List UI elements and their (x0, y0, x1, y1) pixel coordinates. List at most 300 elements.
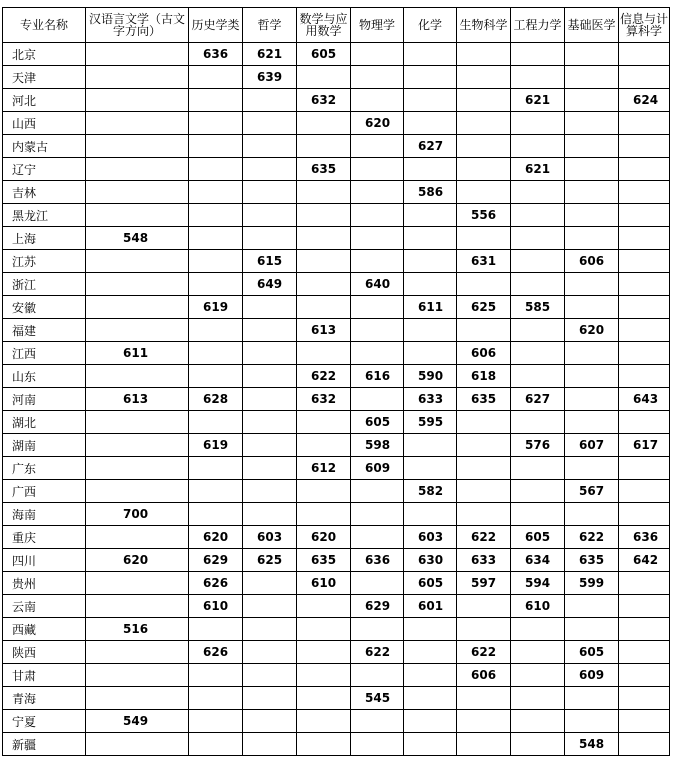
score-cell: 613 (297, 319, 351, 342)
score-cell (404, 457, 457, 480)
province-cell: 海南 (3, 503, 86, 526)
score-cell (619, 503, 670, 526)
table-row (3, 296, 670, 319)
table-row (3, 641, 670, 664)
table-row (3, 595, 670, 618)
score-cell (86, 319, 189, 342)
score-cell (351, 342, 404, 365)
score-cell (86, 434, 189, 457)
score-cell (243, 158, 297, 181)
score-cell (404, 664, 457, 687)
score-cell (565, 89, 619, 112)
score-cell (351, 43, 404, 66)
score-cell (619, 411, 670, 434)
score-cell: 635 (297, 549, 351, 572)
table-row (3, 549, 670, 572)
province-cell: 四川 (3, 549, 86, 572)
score-cell (86, 526, 189, 549)
score-cell (86, 572, 189, 595)
score-cell (619, 296, 670, 319)
score-cell (404, 112, 457, 135)
score-cell: 632 (297, 89, 351, 112)
score-cell (511, 227, 565, 250)
score-cell (243, 572, 297, 595)
score-cell (86, 112, 189, 135)
score-cell: 635 (457, 388, 511, 411)
score-cell: 601 (404, 595, 457, 618)
score-cell (565, 181, 619, 204)
province-cell: 湖南 (3, 434, 86, 457)
table-row (3, 411, 670, 434)
province-cell: 湖北 (3, 411, 86, 434)
score-cell: 622 (565, 526, 619, 549)
score-cell (565, 342, 619, 365)
score-cell (565, 158, 619, 181)
score-cell (511, 411, 565, 434)
score-cell (619, 641, 670, 664)
score-cell (297, 733, 351, 756)
score-cell (511, 135, 565, 158)
province-cell: 青海 (3, 687, 86, 710)
score-cell (351, 733, 404, 756)
score-cell: 626 (189, 641, 243, 664)
score-cell (511, 710, 565, 733)
score-cell (86, 296, 189, 319)
column-header: 信息与计算科学 (619, 8, 670, 43)
table-row (3, 227, 670, 250)
score-cell (351, 250, 404, 273)
score-cell (351, 66, 404, 89)
score-cell (565, 204, 619, 227)
score-cell (511, 319, 565, 342)
score-cell (619, 204, 670, 227)
score-cell (511, 733, 565, 756)
score-cell (189, 710, 243, 733)
score-cell (619, 273, 670, 296)
score-cell (565, 457, 619, 480)
score-cell (351, 296, 404, 319)
score-cell (297, 296, 351, 319)
score-cell (86, 480, 189, 503)
score-cell: 606 (457, 342, 511, 365)
score-cell (189, 664, 243, 687)
province-cell: 西藏 (3, 618, 86, 641)
score-cell (619, 687, 670, 710)
score-cell (351, 572, 404, 595)
score-cell (243, 388, 297, 411)
score-cell (619, 480, 670, 503)
score-cell (189, 204, 243, 227)
score-cell (86, 204, 189, 227)
score-cell (351, 664, 404, 687)
score-cell: 619 (189, 434, 243, 457)
score-cell (457, 273, 511, 296)
province-cell: 山西 (3, 112, 86, 135)
score-cell: 627 (511, 388, 565, 411)
province-cell: 新疆 (3, 733, 86, 756)
score-cell: 615 (243, 250, 297, 273)
score-cell (297, 641, 351, 664)
score-cell: 625 (457, 296, 511, 319)
table-row (3, 526, 670, 549)
score-cell: 545 (351, 687, 404, 710)
score-cell (565, 273, 619, 296)
score-cell (457, 618, 511, 641)
score-cell (619, 112, 670, 135)
score-cell (189, 618, 243, 641)
province-cell: 浙江 (3, 273, 86, 296)
score-cell (457, 480, 511, 503)
score-cell: 548 (565, 733, 619, 756)
column-header: 基础医学 (565, 8, 619, 43)
score-cell (404, 687, 457, 710)
score-cell (189, 503, 243, 526)
score-cell (297, 273, 351, 296)
table-row (3, 250, 670, 273)
province-cell: 内蒙古 (3, 135, 86, 158)
table-body (3, 43, 670, 756)
score-cell: 605 (511, 526, 565, 549)
score-cell (297, 411, 351, 434)
province-cell: 天津 (3, 66, 86, 89)
score-cell (457, 687, 511, 710)
score-cell: 598 (351, 434, 404, 457)
table-row (3, 135, 670, 158)
score-cell: 621 (511, 89, 565, 112)
score-cell (619, 66, 670, 89)
column-header: 汉语言文学（古文字方向） (86, 8, 189, 43)
score-cell (511, 250, 565, 273)
score-cell (404, 434, 457, 457)
score-cell (404, 733, 457, 756)
header-row (3, 8, 670, 43)
score-cell (351, 158, 404, 181)
table-container (2, 7, 670, 756)
province-cell: 广西 (3, 480, 86, 503)
score-cell: 626 (189, 572, 243, 595)
score-cell (351, 480, 404, 503)
score-cell (297, 664, 351, 687)
score-cell (511, 664, 565, 687)
score-cell (457, 457, 511, 480)
province-cell: 河北 (3, 89, 86, 112)
score-cell (243, 480, 297, 503)
score-cell (297, 112, 351, 135)
score-cell (565, 710, 619, 733)
score-cell (457, 112, 511, 135)
score-cell (511, 457, 565, 480)
score-cell (457, 89, 511, 112)
table-row (3, 687, 670, 710)
province-cell: 贵州 (3, 572, 86, 595)
column-header: 物理学 (351, 8, 404, 43)
score-cell (297, 480, 351, 503)
column-header: 哲学 (243, 8, 297, 43)
score-cell (243, 365, 297, 388)
score-cell: 700 (86, 503, 189, 526)
score-cell: 549 (86, 710, 189, 733)
score-cell: 618 (457, 365, 511, 388)
score-cell (189, 319, 243, 342)
score-cell (351, 89, 404, 112)
table-row (3, 89, 670, 112)
score-cell: 628 (189, 388, 243, 411)
score-cell (619, 342, 670, 365)
province-cell: 吉林 (3, 181, 86, 204)
score-cell (565, 112, 619, 135)
score-cell (404, 273, 457, 296)
score-cell: 622 (297, 365, 351, 388)
score-cell (86, 641, 189, 664)
score-cell (243, 641, 297, 664)
score-cell (297, 204, 351, 227)
score-cell (457, 135, 511, 158)
score-cell: 620 (86, 549, 189, 572)
score-cell (297, 434, 351, 457)
column-header: 生物科学 (457, 8, 511, 43)
score-cell (243, 664, 297, 687)
score-cell: 609 (565, 664, 619, 687)
score-cell: 620 (565, 319, 619, 342)
score-cell (619, 43, 670, 66)
score-cell (351, 503, 404, 526)
score-cell (189, 733, 243, 756)
province-cell: 广东 (3, 457, 86, 480)
score-cell (511, 641, 565, 664)
province-cell: 江苏 (3, 250, 86, 273)
score-cell: 619 (189, 296, 243, 319)
column-header: 数学与应用数学 (297, 8, 351, 43)
score-cell (243, 457, 297, 480)
score-cell (297, 181, 351, 204)
score-cell (404, 227, 457, 250)
score-cell (457, 66, 511, 89)
score-cell (565, 411, 619, 434)
table-row (3, 66, 670, 89)
score-cell (86, 158, 189, 181)
province-cell: 宁夏 (3, 710, 86, 733)
score-cell (351, 204, 404, 227)
score-cell: 548 (86, 227, 189, 250)
score-cell (189, 480, 243, 503)
score-cell (565, 296, 619, 319)
score-cell (404, 43, 457, 66)
score-cell (189, 250, 243, 273)
score-cell (457, 710, 511, 733)
score-cell (243, 503, 297, 526)
score-cell (86, 89, 189, 112)
admission-scores-table (2, 7, 670, 756)
score-cell: 633 (404, 388, 457, 411)
province-cell: 辽宁 (3, 158, 86, 181)
table-row (3, 664, 670, 687)
score-cell (243, 618, 297, 641)
score-cell (404, 204, 457, 227)
province-cell: 甘肃 (3, 664, 86, 687)
score-cell: 605 (297, 43, 351, 66)
score-cell (297, 250, 351, 273)
score-cell (243, 319, 297, 342)
column-header: 历史学类 (189, 8, 243, 43)
score-cell: 632 (297, 388, 351, 411)
province-cell: 福建 (3, 319, 86, 342)
score-cell (189, 135, 243, 158)
score-cell (619, 319, 670, 342)
score-cell (297, 342, 351, 365)
score-cell (511, 503, 565, 526)
table-row (3, 43, 670, 66)
score-cell (189, 457, 243, 480)
score-cell: 649 (243, 273, 297, 296)
score-cell (243, 89, 297, 112)
score-cell (565, 388, 619, 411)
table-row (3, 503, 670, 526)
score-cell (511, 480, 565, 503)
score-cell (243, 411, 297, 434)
score-cell (619, 135, 670, 158)
score-cell: 631 (457, 250, 511, 273)
score-cell (189, 112, 243, 135)
score-cell (457, 503, 511, 526)
province-cell: 山东 (3, 365, 86, 388)
table-row (3, 273, 670, 296)
table-row (3, 319, 670, 342)
score-cell: 622 (351, 641, 404, 664)
score-cell: 613 (86, 388, 189, 411)
score-cell: 611 (86, 342, 189, 365)
province-cell: 北京 (3, 43, 86, 66)
score-cell (86, 664, 189, 687)
score-cell (404, 66, 457, 89)
score-cell: 605 (404, 572, 457, 595)
score-cell (86, 273, 189, 296)
score-cell (457, 733, 511, 756)
score-cell (511, 112, 565, 135)
score-cell: 643 (619, 388, 670, 411)
score-cell (86, 457, 189, 480)
score-cell: 611 (404, 296, 457, 319)
table-row (3, 710, 670, 733)
table-row (3, 480, 670, 503)
score-cell (457, 158, 511, 181)
score-cell (457, 181, 511, 204)
score-cell: 622 (457, 526, 511, 549)
score-cell (243, 595, 297, 618)
score-cell (189, 181, 243, 204)
table-row (3, 365, 670, 388)
score-cell (619, 595, 670, 618)
score-cell: 597 (457, 572, 511, 595)
score-cell (243, 112, 297, 135)
score-cell: 636 (189, 43, 243, 66)
score-cell (297, 135, 351, 158)
score-cell: 627 (404, 135, 457, 158)
score-cell (619, 572, 670, 595)
score-cell (86, 411, 189, 434)
score-cell: 640 (351, 273, 404, 296)
score-cell (565, 595, 619, 618)
score-cell: 594 (511, 572, 565, 595)
score-cell (351, 388, 404, 411)
score-cell (511, 43, 565, 66)
score-cell: 633 (457, 549, 511, 572)
score-cell: 621 (243, 43, 297, 66)
score-cell: 620 (351, 112, 404, 135)
score-cell: 630 (404, 549, 457, 572)
score-cell (457, 595, 511, 618)
score-cell (86, 365, 189, 388)
column-header: 专业名称 (3, 8, 86, 43)
score-cell: 612 (297, 457, 351, 480)
score-cell (404, 342, 457, 365)
score-cell (511, 342, 565, 365)
score-cell (86, 181, 189, 204)
score-cell (351, 227, 404, 250)
table-row (3, 733, 670, 756)
score-cell (565, 687, 619, 710)
score-cell (243, 135, 297, 158)
column-header: 工程力学 (511, 8, 565, 43)
score-cell (511, 687, 565, 710)
score-cell (86, 66, 189, 89)
score-cell (511, 204, 565, 227)
table-row (3, 204, 670, 227)
score-cell (189, 411, 243, 434)
table-row (3, 388, 670, 411)
score-cell: 599 (565, 572, 619, 595)
score-cell: 516 (86, 618, 189, 641)
score-cell (297, 66, 351, 89)
province-cell: 陕西 (3, 641, 86, 664)
score-cell: 606 (457, 664, 511, 687)
score-cell (565, 503, 619, 526)
score-cell (457, 434, 511, 457)
score-cell (86, 250, 189, 273)
score-cell: 595 (404, 411, 457, 434)
table-row (3, 572, 670, 595)
score-cell: 603 (243, 526, 297, 549)
score-cell (457, 319, 511, 342)
score-cell (511, 273, 565, 296)
score-cell: 556 (457, 204, 511, 227)
score-cell (565, 227, 619, 250)
score-cell: 590 (404, 365, 457, 388)
score-cell (619, 710, 670, 733)
score-cell (457, 43, 511, 66)
score-cell: 610 (297, 572, 351, 595)
score-cell: 605 (351, 411, 404, 434)
score-cell (351, 135, 404, 158)
score-cell (189, 687, 243, 710)
score-cell (457, 227, 511, 250)
score-cell: 586 (404, 181, 457, 204)
province-cell: 河南 (3, 388, 86, 411)
score-cell: 639 (243, 66, 297, 89)
score-cell (189, 227, 243, 250)
score-cell: 582 (404, 480, 457, 503)
score-cell (243, 204, 297, 227)
score-cell (189, 66, 243, 89)
table-row (3, 158, 670, 181)
score-cell (511, 618, 565, 641)
score-cell: 629 (189, 549, 243, 572)
score-cell (86, 687, 189, 710)
score-cell: 642 (619, 549, 670, 572)
province-cell: 黑龙江 (3, 204, 86, 227)
province-cell: 上海 (3, 227, 86, 250)
score-cell (511, 181, 565, 204)
score-cell (565, 365, 619, 388)
